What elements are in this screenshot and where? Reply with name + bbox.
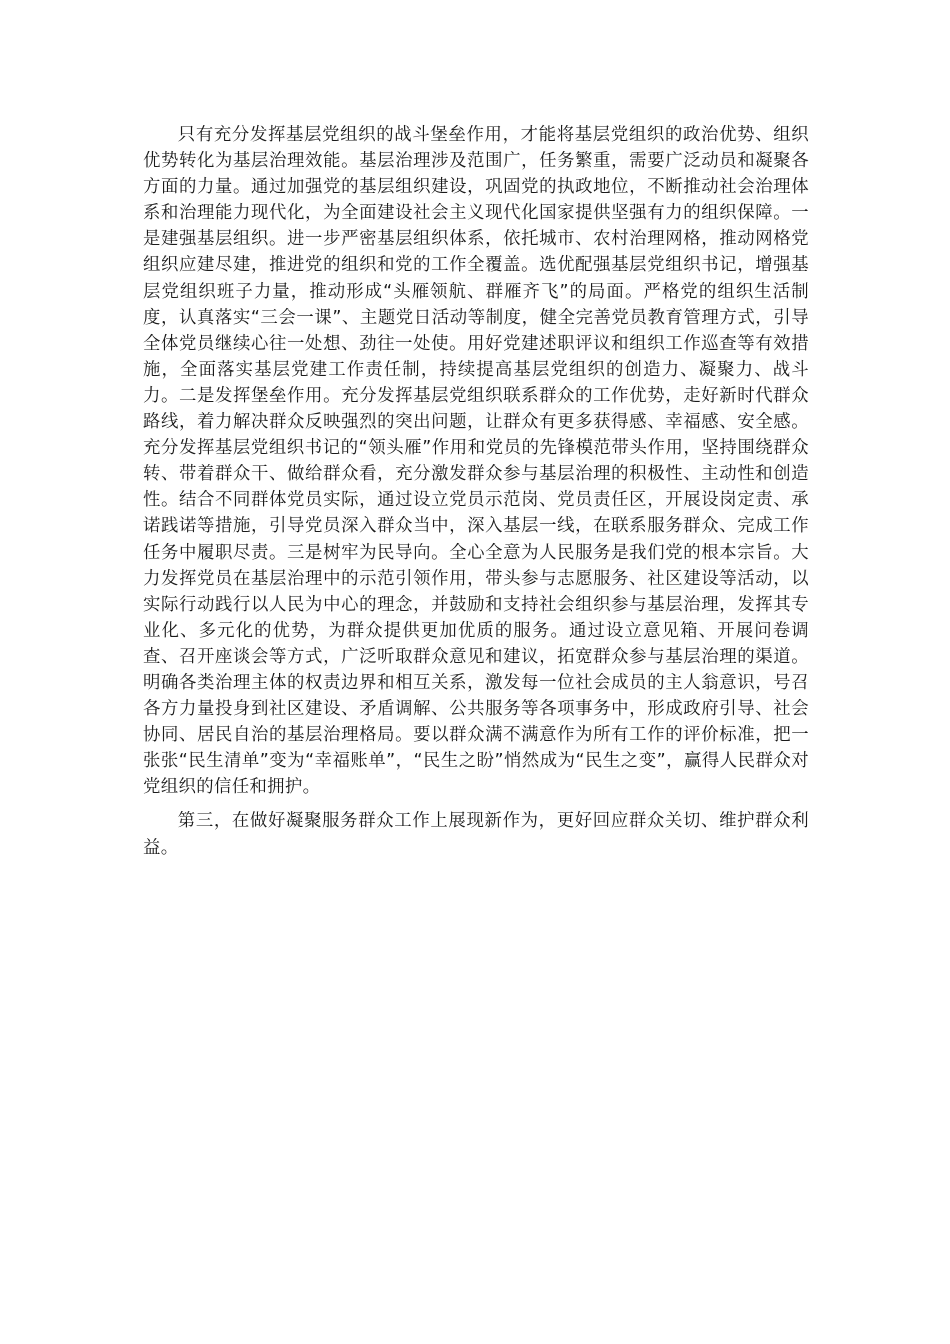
paragraph-1: 只有充分发挥基层党组织的战斗堡垒作用，才能将基层党组织的政治优势、组织优势转化为基层治理效能。基层治理涉及范围广，任务繁重，需要广泛动员和凝聚各方面的力量。通过加强党的基层组织建设，巩固党的执政地位，不断推动社会治理体系和治理能力现代化，为全面建设社会主义现代化国家提供坚强有力的组织保障。一是建强基层组织。进一步严密基层组织体系，依托城市、农村治理网格，推动网格党组织应建尽建，推进党的组织和党的工作全覆盖。选优配强基层党组织书记，增强基层党组织班子力量，推动形成“头雁领航、群雁齐飞”的局面。严格党的组织生活制度，认真落实“三会一课”、主题党日活动等制度，健全完善党员教育管理方式，引导全体党员继续心往一处想、劲往一处使。用好党建述职评议和组织工作巡查等有效措施，全面落实基层党建工作责任制，持续提高基层党组织的创造力、凝聚力、战斗力。二是发挥堡垒作用。充分发挥基层党组织联系群众的工作优势，走好新时代群众路线，着力解决群众反映强烈的突出问题，让群众有更多获得感、幸福感、安全感。充分发挥基层党组织书记的“领头雁”作用和党员的先锋模范带头作用，坚持围绕群众转、带着群众干、做给群众看，充分激发群众参与基层治理的积极性、主动性和创造性。结合不同群体党员实际，通过设立党员示范岗、党员责任区，开展设岗定责、承诺践诺等措施，引导党员深入群众当中，深入基层一线，在联系服务群众、完成工作任务中履职尽责。三是树牢为民导向。全心全意为人民服务是我们党的根本宗旨。大力发挥党员在基层治理中的示范引领作用，带头参与志愿服务、社区建设等活动，以实际行动践行以人民为中心的理念，并鼓励和支持社会组织参与基层治理，发挥其专业化、多元化的优势，为群众提供更加优质的服务。通过设立意见箱、开展问卷调查、召开座谈会等方式，广泛听取群众意见和建议，拓宽群众参与基层治理的渠道。明确各类治理主体的权责边界和相互关系，激发每一位社会成员的主人翁意识，号召各方力量投身到社区建设、矛盾调解、公共服务等各项事务中，形成政府引导、社会协同、居民自治的基层治理格局。要以群众满不满意作为所有工作的评价标准，把一张张“民生清单”变为“幸福账单”，“民生之盼”悄然成为“民生之变”，赢得人民群众对党组织的信任和拥护。 [143, 125, 809, 798]
document-body [143, 122, 809, 869]
paragraph-2: 第三，在做好凝聚服务群众工作上展现新作为，更好回应群众关切、维护群众利益。 [143, 811, 809, 858]
